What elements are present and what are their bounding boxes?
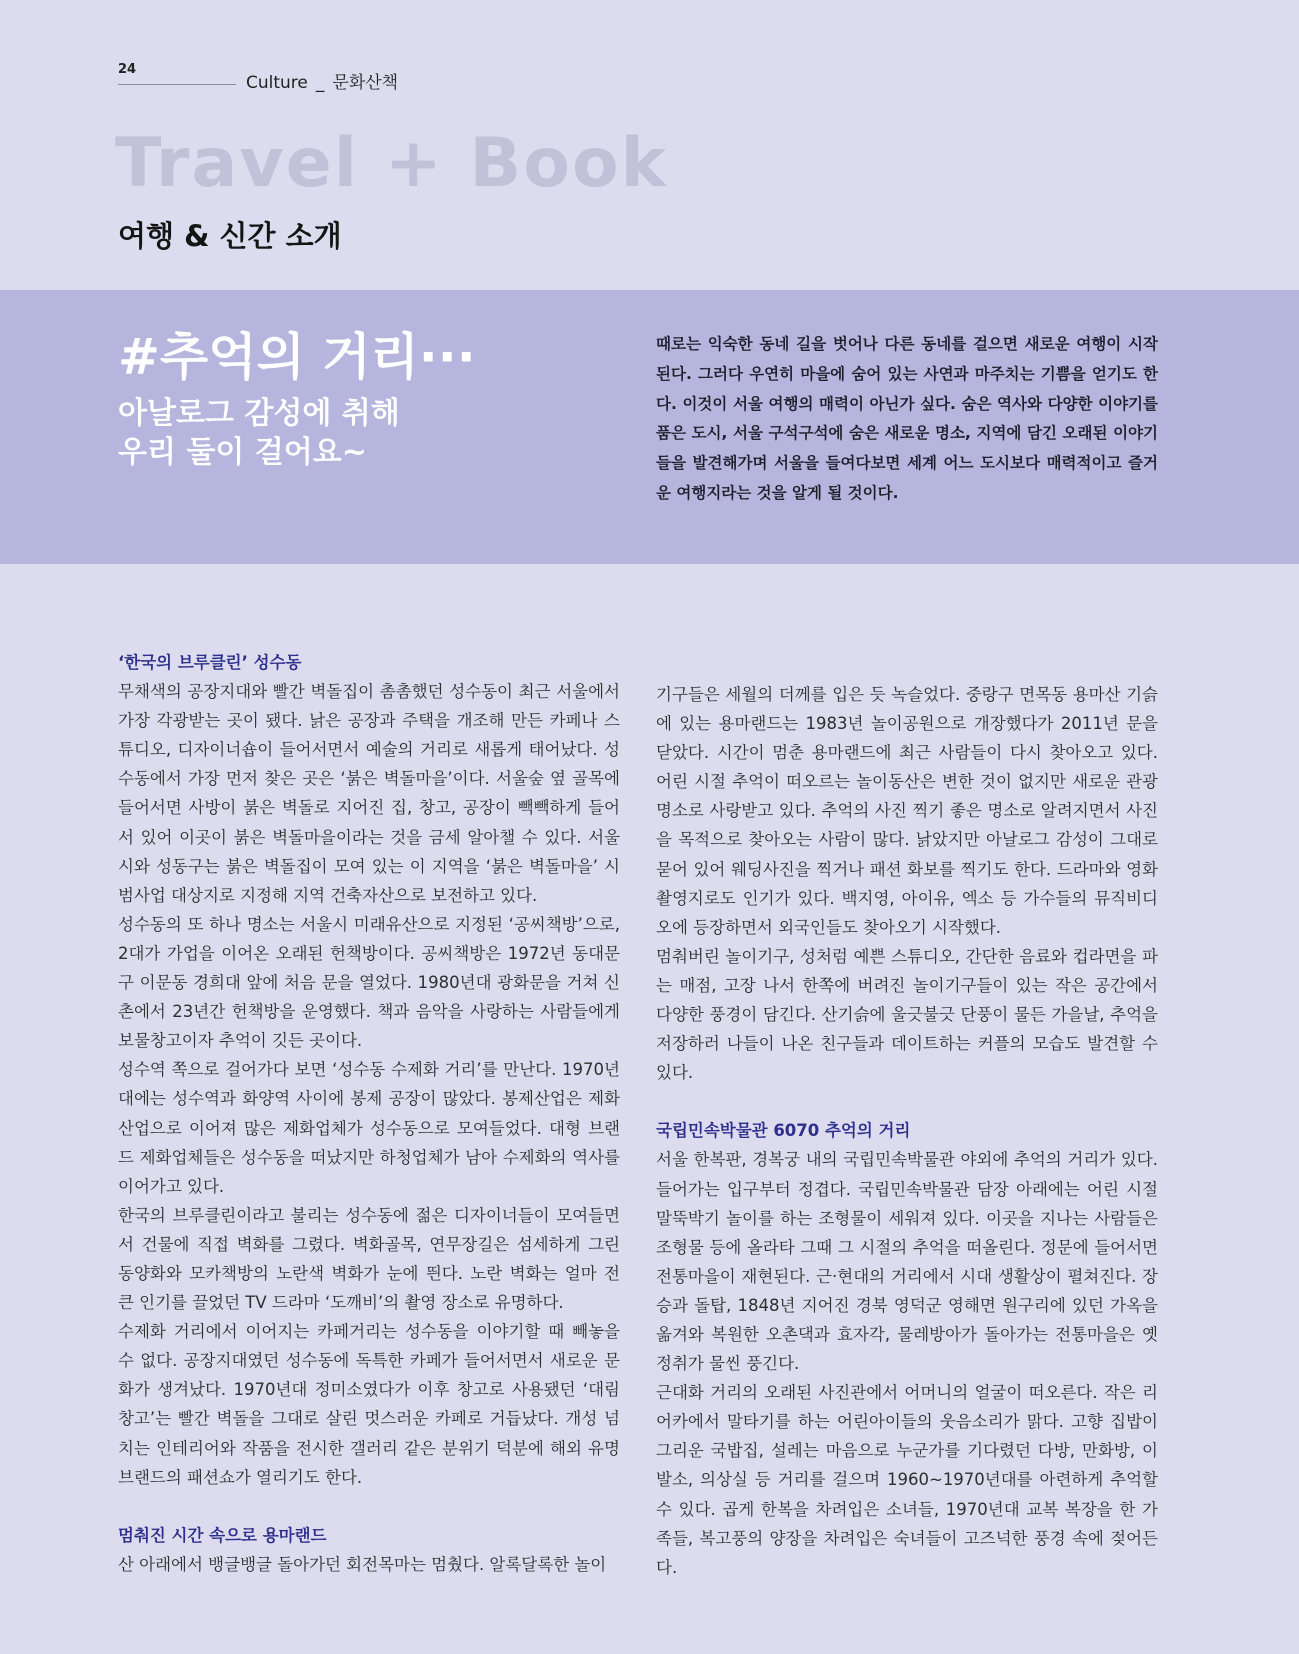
- paragraph-seongsu-5: 수제화 거리에서 이어지는 카페거리는 성수동을 이야기할 때 빼놓을 수 없다. 공장지대였던 성수동에 독특한 카페가 들어서면서 새로운 문화가 생겨났다. 1970년대 정미소였다가 이후 창고로 사용됐던 ‘대림창고’는 빨간 벽돌을 그대로 살린 멋스러운 카페로 거듭났다. 개성 넘치는 인테리어와 작품을 전시한 갤러리 같은 분위기 덕분에 해외 유명 브랜드의 패션쇼가 열리기도 한다.: [118, 1322, 620, 1487]
- feature-subtitle-line-1: 아날로그 감성에 취해: [118, 396, 400, 431]
- paragraph-seongsu-2: 성수동의 또 하나 명소는 서울시 미래유산으로 지정된 ‘공씨책방’으로, 2대가 가업을 이어온 오래된 헌책방이다. 공씨책방은 1972년 동대문구 이문동 경희대 앞에 처음 문을 열었다. 1980년대 광화문을 거쳐 신촌에서 23년간 헌책방을 운영했다. 책과 음악을 사랑하는 사람들에게 보물창고이자 추억이 깃든 곳이다.: [118, 914, 620, 1051]
- section-sub-name: 문화산책: [332, 73, 399, 93]
- article-column-right: [656, 680, 1158, 1582]
- paragraph-seongsu-3: 성수역 쪽으로 걸어가다 보면 ‘성수동 수제화 거리’를 만난다. 1970년대에는 성수역과 화양역 사이에 봉제 공장이 많았다. 봉제산업은 제화산업으로 이어져 많은 제화업체가 성수동으로 모여들었다. 대형 브랜드 제화업체들은 성수동을 떠났지만 하청업체가 남아 수제화의 역사를 이어가고 있다.: [118, 1060, 620, 1196]
- paragraph-seongsu-1: 무채색의 공장지대와 빨간 벽돌집이 촘촘했던 성수동이 최근 서울에서 가장 각광받는 곳이 됐다. 낡은 공장과 주택을 개조해 만든 카페나 스튜디오, 디자이너숍이 들어서면서 예술의 거리로 새롭게 태어났다. 성수동에서 가장 먼저 찾은 곳은 ‘붉은 벽돌마을’이다. 서울숲 옆 골목에 들어서면 사방이 붉은 벽돌로 지어진 집, 창고, 공장이 빽빽하게 들어서 있어 이곳이 붉은 벽돌마을이라는 것을 금세 알아챌 수 있다. 서울시와 성동구는 붉은 벽돌집이 모여 있는 이 지역을 ‘붉은 벽돌마을’ 시범사업 대상지로 지정해 지역 건축자산으로 보전하고 있다.: [118, 682, 620, 905]
- page-number: 24: [118, 62, 137, 77]
- page-title-en: Travel + Book: [115, 124, 668, 203]
- heading-yongma-land: 멈춰진 시간 속으로 용마랜드: [118, 1525, 327, 1545]
- paragraph-yongma-2: 기구들은 세월의 더께를 입은 듯 녹슬었다. 중랑구 면목동 용마산 기슭에 있는 용마랜드는 1983년 놀이공원으로 개장했다가 2011년 문을 닫았다. 시간이 멈춘 용마랜드에 최근 사람들이 다시 찾아오고 있다. 어린 시절 추억이 떠오르는 놀이동산은 변한 것이 없지만 새로운 관광명소로 사랑받고 있다. 추억의 사진 찍기 좋은 명소로 알려지면서 사진을 목적으로 찾아오는 사람이 많다. 낡았지만 아날로그 감성이 그대로 묻어 있어 웨딩사진을 찍거나 패션 화보를 찍기도 한다. 드라마와 영화 촬영지로도 인기가 있다. 백지영, 아이유, 엑소 등 가수들의 뮤직비디오에 등장하면서 외국인들도 찾아오기 시작했다.: [656, 685, 1158, 937]
- paragraph-yongma-3: 멈춰버린 놀이기구, 성처럼 예쁜 스튜디오, 간단한 음료와 컵라면을 파는 매점, 고장 나서 한쪽에 버려진 놀이기구들이 있는 작은 공간에서 다양한 풍경이 담긴다. 산기슭에 울긋불긋 단풍이 물든 가을날, 추억을 저장하러 나들이 나온 친구들과 데이트하는 커플의 모습도 발견할 수 있다.: [656, 946, 1158, 1083]
- paragraph-yongma-1: 산 아래에서 뱅글뱅글 돌아가던 회전목마는 멈췄다. 알록달록한 놀이: [118, 1554, 607, 1574]
- section-gap: [118, 1492, 620, 1521]
- section-label: [246, 68, 398, 93]
- feature-title: #추억의 거리···: [118, 328, 476, 386]
- heading-seongsu: ‘한국의 브루클린’ 성수동: [118, 653, 302, 672]
- heading-folk-museum: 국립민속박물관 6070 추억의 거리: [656, 1121, 911, 1141]
- section-gap: [656, 1087, 1158, 1116]
- paragraph-seongsu-4: 한국의 브루클린이라고 불리는 성수동에 젊은 디자이너들이 모여들면서 건물에 직접 벽화를 그렸다. 벽화골목, 연무장길은 섬세하게 그린 동양화와 모카책방의 노란색 벽화가 눈에 띈다. 노란 벽화는 얼마 전 큰 인기를 끌었던 TV 드라마 ‘도깨비’의 촬영 장소로 유명하다.: [118, 1205, 620, 1313]
- page-title-kr: 여행 & 신간 소개: [118, 219, 342, 253]
- section-name: Culture: [246, 73, 308, 93]
- section-separator: _: [315, 73, 325, 93]
- paragraph-museum-2: 근대화 거리의 오래된 사진관에서 어머니의 얼굴이 떠오른다. 작은 리어카에서 말타기를 하는 어린아이들의 웃음소리가 맑다. 고향 집밥이 그리운 국밥집, 설레는 마음으로 누군가를 기다렸던 다방, 만화방, 이발소, 의상실 등 거리를 걸으며 1960~1970년대를 아련하게 추억할 수 있다. 곱게 한복을 차려입은 소녀들, 1970년대 교복 복장을 한 가족들, 복고풍의 양장을 차려입은 숙녀들이 고즈넉한 풍경 속에 젖어든다.: [656, 1383, 1158, 1577]
- feature-intro: 때로는 익숙한 동네 길을 벗어나 다른 동네를 걸으면 새로운 여행이 시작된다. 그러다 우연히 마을에 숨어 있는 사연과 마주치는 기쁨을 얻기도 한다. 이것이 서울 여행의 매력이 아닌가 싶다. 숨은 역사와 다양한 이야기를 품은 도시, 서울 구석구석에 숨은 새로운 명소, 지역에 담긴 오래된 이야기들을 발견해가며 서울을 들여다보면 세계 어느 도시보다 매력적이고 즐거운 여행지라는 것을 알게 될 것이다.: [656, 335, 1158, 502]
- article-column-left: [118, 648, 620, 1579]
- feature-subtitle-line-2: 우리 둘이 걸어요~: [118, 435, 367, 470]
- paragraph-museum-1: 서울 한복판, 경복궁 내의 국립민속박물관 야외에 추억의 거리가 있다. 들어가는 입구부터 정겹다. 국립민속박물관 담장 아래에는 어린 시절 말뚝박기 놀이를 하는 조형물이 세워져 있다. 이곳을 지나는 사람들은 조형물 등에 올라타 그때 그 시절의 추억을 떠올린다. 정문에 들어서면 전통마을이 재현된다. 근·현대의 거리에서 시대 생활상이 펼쳐진다. 장승과 돌탑, 1848년 지어진 경북 영덕군 영해면 원구리에 있던 가옥을 옮겨와 복원한 오촌댁과 효자각, 물레방아가 돌아가는 전통마을은 옛 정취가 물씬 풍긴다.: [656, 1150, 1158, 1374]
- page-number-rule: [118, 84, 236, 85]
- feature-subtitle: [118, 394, 400, 472]
